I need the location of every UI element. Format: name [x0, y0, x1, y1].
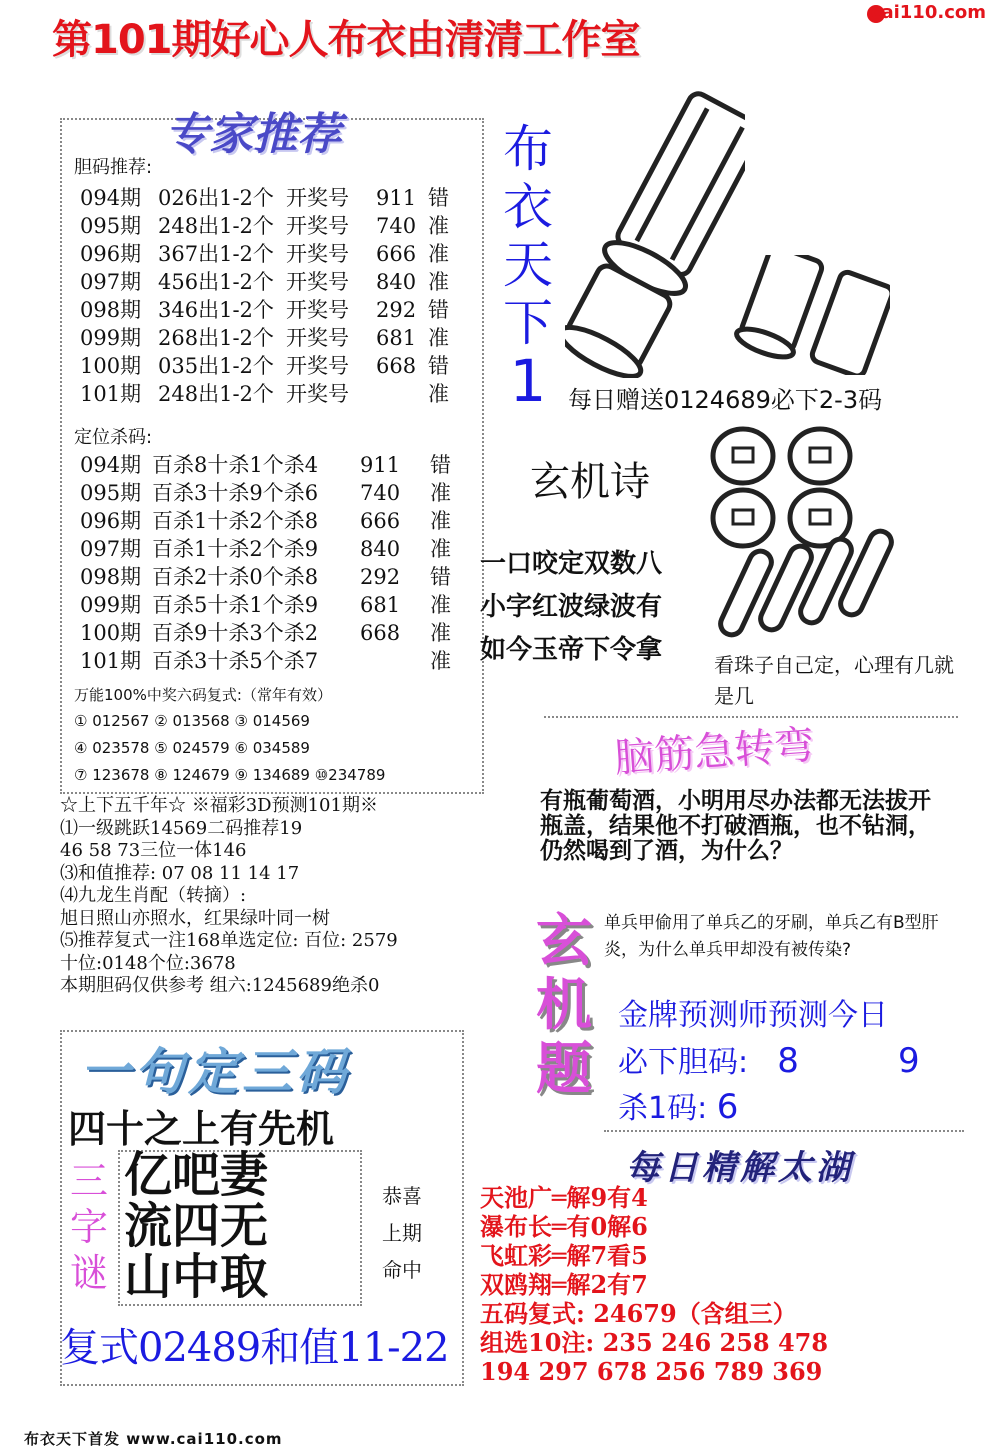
- kill-cell: 098期: [80, 565, 142, 589]
- dan-cell: 026出1-2个: [158, 186, 274, 210]
- xuanji-char: 机: [536, 973, 592, 1038]
- kill-row: [80, 563, 451, 591]
- fucai-line: 旭日照山亦照水，红果绿叶同一树: [60, 907, 330, 929]
- one-sentence-phrase: 四十之上有先机: [68, 1107, 335, 1151]
- fucai-line: 十位:0148个位:3678: [60, 952, 236, 974]
- six-code-line: ⑦ 123678 ⑧ 124679 ⑨ 134689 ⑩234789: [74, 766, 386, 784]
- kill-cell: 百杀1十杀2个杀8: [152, 509, 319, 533]
- dan-cell: 248出1-2个: [158, 214, 274, 238]
- poem-lines: [480, 543, 662, 672]
- dan-cell: 681: [376, 326, 417, 350]
- sanzi-label: [66, 1158, 112, 1296]
- kill-cell: 百杀9十杀3个杀2: [152, 621, 319, 645]
- congrats-line: 恭喜: [382, 1184, 422, 1208]
- dan-cell: 096期: [80, 242, 142, 266]
- kill-cell: 668: [360, 621, 401, 645]
- dan-cell: 准: [428, 242, 449, 266]
- divider: [604, 1130, 964, 1132]
- dan-cell: 268出1-2个: [158, 326, 274, 350]
- gold-dan-value: 9: [897, 1041, 920, 1081]
- taihu-line: 双鸥翔═解2有7: [480, 1270, 648, 1299]
- dan-cell: 367出1-2个: [158, 242, 274, 266]
- gold-dan-label: 必下胆码:: [618, 1045, 749, 1080]
- dan-row: [80, 380, 449, 408]
- dan-row: [80, 296, 449, 324]
- expert-heading: 专家推荐: [165, 109, 341, 160]
- kill-cell: 681: [360, 593, 401, 617]
- kill-cell: 911: [360, 453, 401, 477]
- kill-cell: 准: [430, 593, 451, 617]
- fucai-line: ⑸推荐复式一注168单选定位: 百位: 2579: [60, 930, 398, 951]
- gold-kill-value: 6: [716, 1087, 739, 1127]
- kill-cell: 错: [430, 565, 451, 589]
- dan-cell: 456出1-2个: [158, 270, 274, 294]
- dan-cell: 错: [428, 298, 449, 322]
- cylinder-drawing: [565, 78, 745, 378]
- dan-cell: 准: [428, 382, 449, 406]
- dan-cell: 666: [376, 242, 417, 266]
- page-title: 第101期好心人布衣由清清工作室: [52, 17, 640, 63]
- dan-cell: 101期: [80, 382, 142, 406]
- poem-line: 如今玉帝下令拿: [480, 635, 663, 665]
- xuanji-question: 单兵甲偷用了单兵乙的牙刷，单兵乙有B型肝炎，为什么单兵甲却没有被传染?: [604, 913, 939, 960]
- gold-title: 金牌预测师预测今日: [618, 998, 888, 1033]
- six-code-line: ④ 023578 ⑤ 024579 ⑥ 034589: [74, 739, 310, 757]
- kill-cell: 100期: [80, 621, 142, 645]
- kill-cell: 准: [430, 621, 451, 645]
- fucai-line: ⑷九龙生肖配（转摘）:: [60, 885, 247, 906]
- dan-cell: 292: [376, 298, 417, 322]
- riddle-heading: 脑筋急转弯: [612, 722, 816, 782]
- kill-cell: 096期: [80, 509, 142, 533]
- site-url[interactable]: cai110.com: [870, 2, 986, 23]
- kill-cell: 百杀8十杀1个杀4: [152, 453, 319, 477]
- kill-cell: 百杀2十杀0个杀8: [152, 565, 319, 589]
- congrats-line: 命中: [382, 1258, 422, 1282]
- sanzi-char: 字: [69, 1205, 108, 1249]
- dan-cell: 准: [428, 214, 449, 238]
- poem-line: 小字红波绿波有: [480, 592, 663, 622]
- dan-cell: 100期: [80, 354, 142, 378]
- taihu-lines: [480, 1183, 828, 1386]
- congrats-line: 上期: [382, 1221, 422, 1245]
- dan-cell: 开奖号: [286, 354, 349, 378]
- kill-cell: 准: [430, 481, 451, 505]
- taihu-line: 五码复式: 24679（含组三）: [480, 1299, 797, 1328]
- kill-cell: 准: [430, 649, 451, 673]
- kill-cell: 099期: [80, 593, 142, 617]
- coins-drawing: [705, 418, 900, 648]
- gold-kill-row: [618, 1083, 738, 1127]
- kill-cell: 百杀5十杀1个杀9: [152, 593, 319, 617]
- dan-row: [80, 240, 449, 268]
- sanzi-char: 三: [69, 1159, 108, 1203]
- dan-row: [80, 184, 449, 212]
- taihu-heading: 每日精解太湖: [626, 1148, 854, 1188]
- fucai-line: ⑴一级跳跃14569二码推荐19: [60, 817, 303, 839]
- dan-cell: 准: [428, 270, 449, 294]
- cylinder-drawing: [720, 255, 890, 375]
- buyi-char: 下: [503, 294, 553, 352]
- dan-cell: 开奖号: [286, 382, 349, 406]
- one-sentence-summary: 复式02489和值11-22: [60, 1325, 449, 1371]
- congrats: [382, 1178, 422, 1289]
- kill-cell: 840: [360, 537, 401, 561]
- footer-text: 布衣天下首发 www.cai110.com: [24, 1430, 283, 1448]
- taihu-line: 组选10注: 235 246 258 478: [480, 1328, 829, 1357]
- poem-title: 玄机诗: [530, 459, 650, 505]
- one-sentence-heading: 一句定三码: [80, 1043, 350, 1101]
- dan-row: [80, 352, 449, 380]
- dan-cell: 095期: [80, 214, 142, 238]
- kill-cell: [360, 647, 430, 675]
- buyi-char: 1: [509, 347, 547, 415]
- daily-gift: 每日赠送0124689必下2-3码: [568, 386, 883, 414]
- dan-cell: 094期: [80, 186, 142, 210]
- taihu-line: 瀑布长═有0解6: [480, 1212, 648, 1241]
- poem-note: 看珠子自己定，心理有几就是几: [714, 653, 954, 708]
- kill-cell: 百杀3十杀9个杀6: [152, 481, 319, 505]
- kill-row: [80, 535, 451, 563]
- kill-label: 定位杀码:: [74, 427, 153, 448]
- kill-row: [80, 619, 451, 647]
- gold-dan-row: [618, 1037, 920, 1081]
- gold-dan-value: 8: [777, 1041, 799, 1081]
- fucai-line: ☆上下五千年☆ ※福彩3D预测101期※: [60, 795, 378, 816]
- kill-row: [80, 479, 451, 507]
- sanzi-riddle-line: 流四无: [124, 1198, 269, 1254]
- dan-cell: 098期: [80, 298, 142, 322]
- dan-cell: 248出1-2个: [158, 382, 274, 406]
- kill-cell: 准: [430, 537, 451, 561]
- sanzi-riddle-line: 亿吧妻: [124, 1147, 269, 1203]
- fucai-line: 46 58 73三位一体146: [60, 840, 247, 861]
- kill-cell: 097期: [80, 537, 142, 561]
- sanzi-riddle-line: 山中取: [124, 1249, 269, 1305]
- fucai-line: ⑶和值推荐: 07 08 11 14 17: [60, 862, 300, 884]
- poem-line: 一口咬定双数八: [480, 549, 663, 579]
- kill-cell: 准: [430, 509, 451, 533]
- dan-cell: 错: [428, 186, 449, 210]
- dan-cell: 911: [376, 186, 417, 210]
- dan-cell: 开奖号: [286, 214, 349, 238]
- buyi-char: 天: [503, 236, 553, 294]
- six-code-line: ① 012567 ② 013568 ③ 014569: [74, 712, 310, 730]
- dan-cell: 错: [428, 354, 449, 378]
- fucai-line: 本期胆码仅供参考 组六:1245689绝杀0: [60, 975, 380, 996]
- kill-cell: 错: [430, 453, 451, 477]
- kill-rows: [80, 451, 451, 675]
- kill-cell: 百杀3十杀5个杀7: [152, 649, 319, 673]
- dan-row: [80, 324, 449, 352]
- sanzi-riddle: [124, 1147, 269, 1305]
- dan-cell: 开奖号: [286, 298, 349, 322]
- sanzi-char: 谜: [69, 1251, 108, 1295]
- kill-cell: 094期: [80, 453, 142, 477]
- kill-row: [80, 591, 451, 619]
- kill-row: [80, 507, 451, 535]
- dan-cell: 668: [376, 354, 417, 378]
- buyi-char: 布: [503, 120, 553, 178]
- fucai-block: [60, 795, 500, 998]
- dan-cell: 开奖号: [286, 270, 349, 294]
- dan-row: [80, 268, 449, 296]
- xuanji-char: 题: [536, 1037, 592, 1102]
- gold-kill-label: 杀1码:: [618, 1091, 708, 1126]
- dan-cell: 740: [376, 214, 417, 238]
- dan-cell: 准: [428, 326, 449, 350]
- kill-cell: 101期: [80, 649, 142, 673]
- taihu-line: 天池广═解9有4: [480, 1183, 648, 1212]
- dan-rows: [80, 184, 449, 408]
- taihu-line: 飞虹彩═解7看5: [480, 1241, 648, 1270]
- kill-cell: 292: [360, 565, 401, 589]
- dan-cell: 346出1-2个: [158, 298, 274, 322]
- dan-label: 胆码推荐:: [74, 157, 153, 178]
- six-code-label: 万能100%中奖六码复式:（常年有效）: [74, 686, 332, 704]
- xuanji-ti-vertical: [534, 910, 594, 1102]
- dan-row: [80, 212, 449, 240]
- taihu-line: 194 297 678 256 789 369: [480, 1357, 823, 1386]
- dan-cell: 097期: [80, 270, 142, 294]
- kill-cell: 095期: [80, 481, 142, 505]
- dan-cell: 开奖号: [286, 242, 349, 266]
- riddle-text: 有瓶葡萄酒，小明用尽办法都无法拔开瓶盖，结果他不打破酒瓶，也不钻洞，仍然喝到了酒，为什么？: [540, 787, 931, 864]
- dan-cell: [376, 380, 428, 408]
- kill-row: [80, 647, 451, 675]
- kill-cell: 666: [360, 509, 401, 533]
- kill-cell: 百杀1十杀2个杀9: [152, 537, 319, 561]
- dan-cell: 035出1-2个: [158, 354, 274, 378]
- buyi-char: 衣: [503, 178, 553, 236]
- xuanji-char: 玄: [536, 909, 592, 974]
- dan-cell: 840: [376, 270, 417, 294]
- dan-cell: 开奖号: [286, 186, 349, 210]
- dan-cell: 开奖号: [286, 326, 349, 350]
- kill-cell: 740: [360, 481, 401, 505]
- kill-row: [80, 451, 451, 479]
- dan-cell: 099期: [80, 326, 142, 350]
- buyi-vertical-title: [498, 120, 558, 415]
